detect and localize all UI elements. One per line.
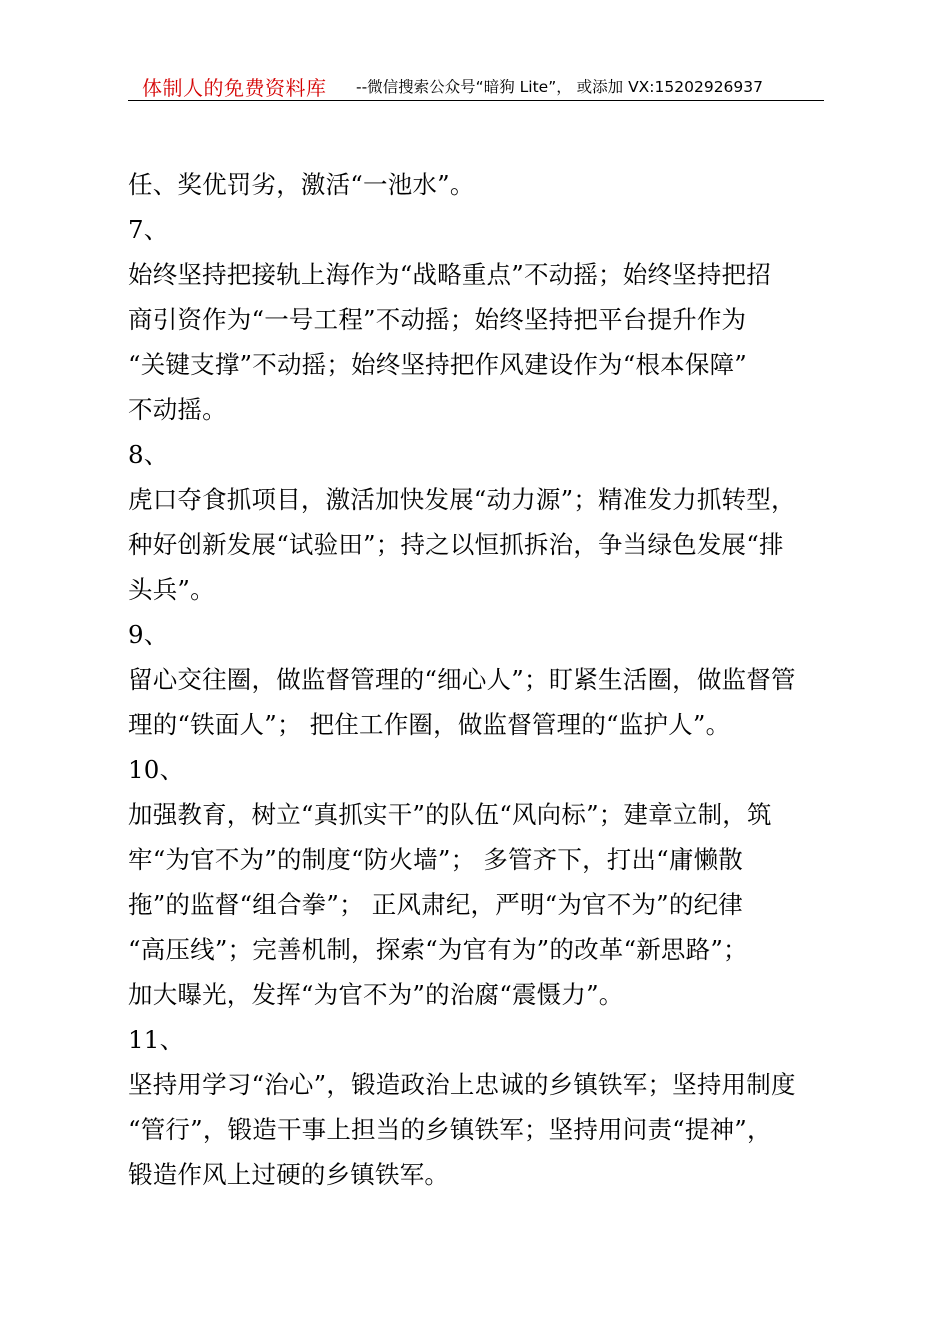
- body-line: 头兵”。: [128, 575, 215, 604]
- body-line: “管行”，锻造干事上担当的乡镇铁军；坚持用问责“提神”，: [128, 1115, 772, 1144]
- header-brand: 体制人的免费资料库: [142, 76, 327, 100]
- body-line: 任、奖优罚劣，激活“一池水”。: [128, 170, 475, 199]
- body-line: 始终坚持把接轨上海作为“战略重点”不动摇；始终坚持把招: [128, 260, 771, 289]
- body-line: “关键支撑”不动摇；始终坚持把作风建设作为“根本保障”: [128, 350, 747, 379]
- body-line: 种好创新发展“试验田”；持之以恒抓拆治，争当绿色发展“排: [128, 530, 784, 559]
- body-line: 理的“铁面人”； 把住工作圈，做监督管理的“监护人”。: [128, 710, 731, 739]
- item-number: 10、: [128, 755, 185, 784]
- body-line: 加大曝光，发挥“为官不为”的治腐“震慑力”。: [128, 980, 624, 1009]
- body-line: 不动摇。: [128, 395, 227, 424]
- body-line: 商引资作为“一号工程”不动摇；始终坚持把平台提升作为: [128, 305, 747, 334]
- body-line: 加强教育，树立“真抓实干”的队伍“风向标”；建章立制，筑: [128, 800, 772, 829]
- body-line: “高压线”；完善机制，探索“为官有为”的改革“新思路”；: [128, 935, 748, 964]
- item-number: 7、: [128, 215, 169, 244]
- document-body: [128, 162, 828, 1197]
- body-line: 留心交往圈，做监督管理的“细心人”；盯紧生活圈，做监督管: [128, 665, 796, 694]
- item-number: 8、: [128, 440, 169, 469]
- body-line: 虎口夺食抓项目，激活加快发展“动力源”；精准发力抓转型，: [128, 485, 796, 514]
- body-line: 拖”的监督“组合拳”； 正风肃纪，严明“为官不为”的纪律: [128, 890, 744, 919]
- item-number: 9、: [128, 620, 169, 649]
- page-header: [128, 68, 824, 101]
- header-note: --微信搜索公众号“暗狗 Lite”， 或添加 VX:15202926937: [356, 78, 764, 96]
- item-number: 11、: [128, 1025, 185, 1054]
- body-line: 坚持用学习“治心”，锻造政治上忠诚的乡镇铁军；坚持用制度: [128, 1070, 796, 1099]
- body-line: 锻造作风上过硬的乡镇铁军。: [128, 1160, 450, 1189]
- body-line: 牢“为官不为”的制度“防火墙”； 多管齐下，打出“庸懒散: [128, 845, 744, 874]
